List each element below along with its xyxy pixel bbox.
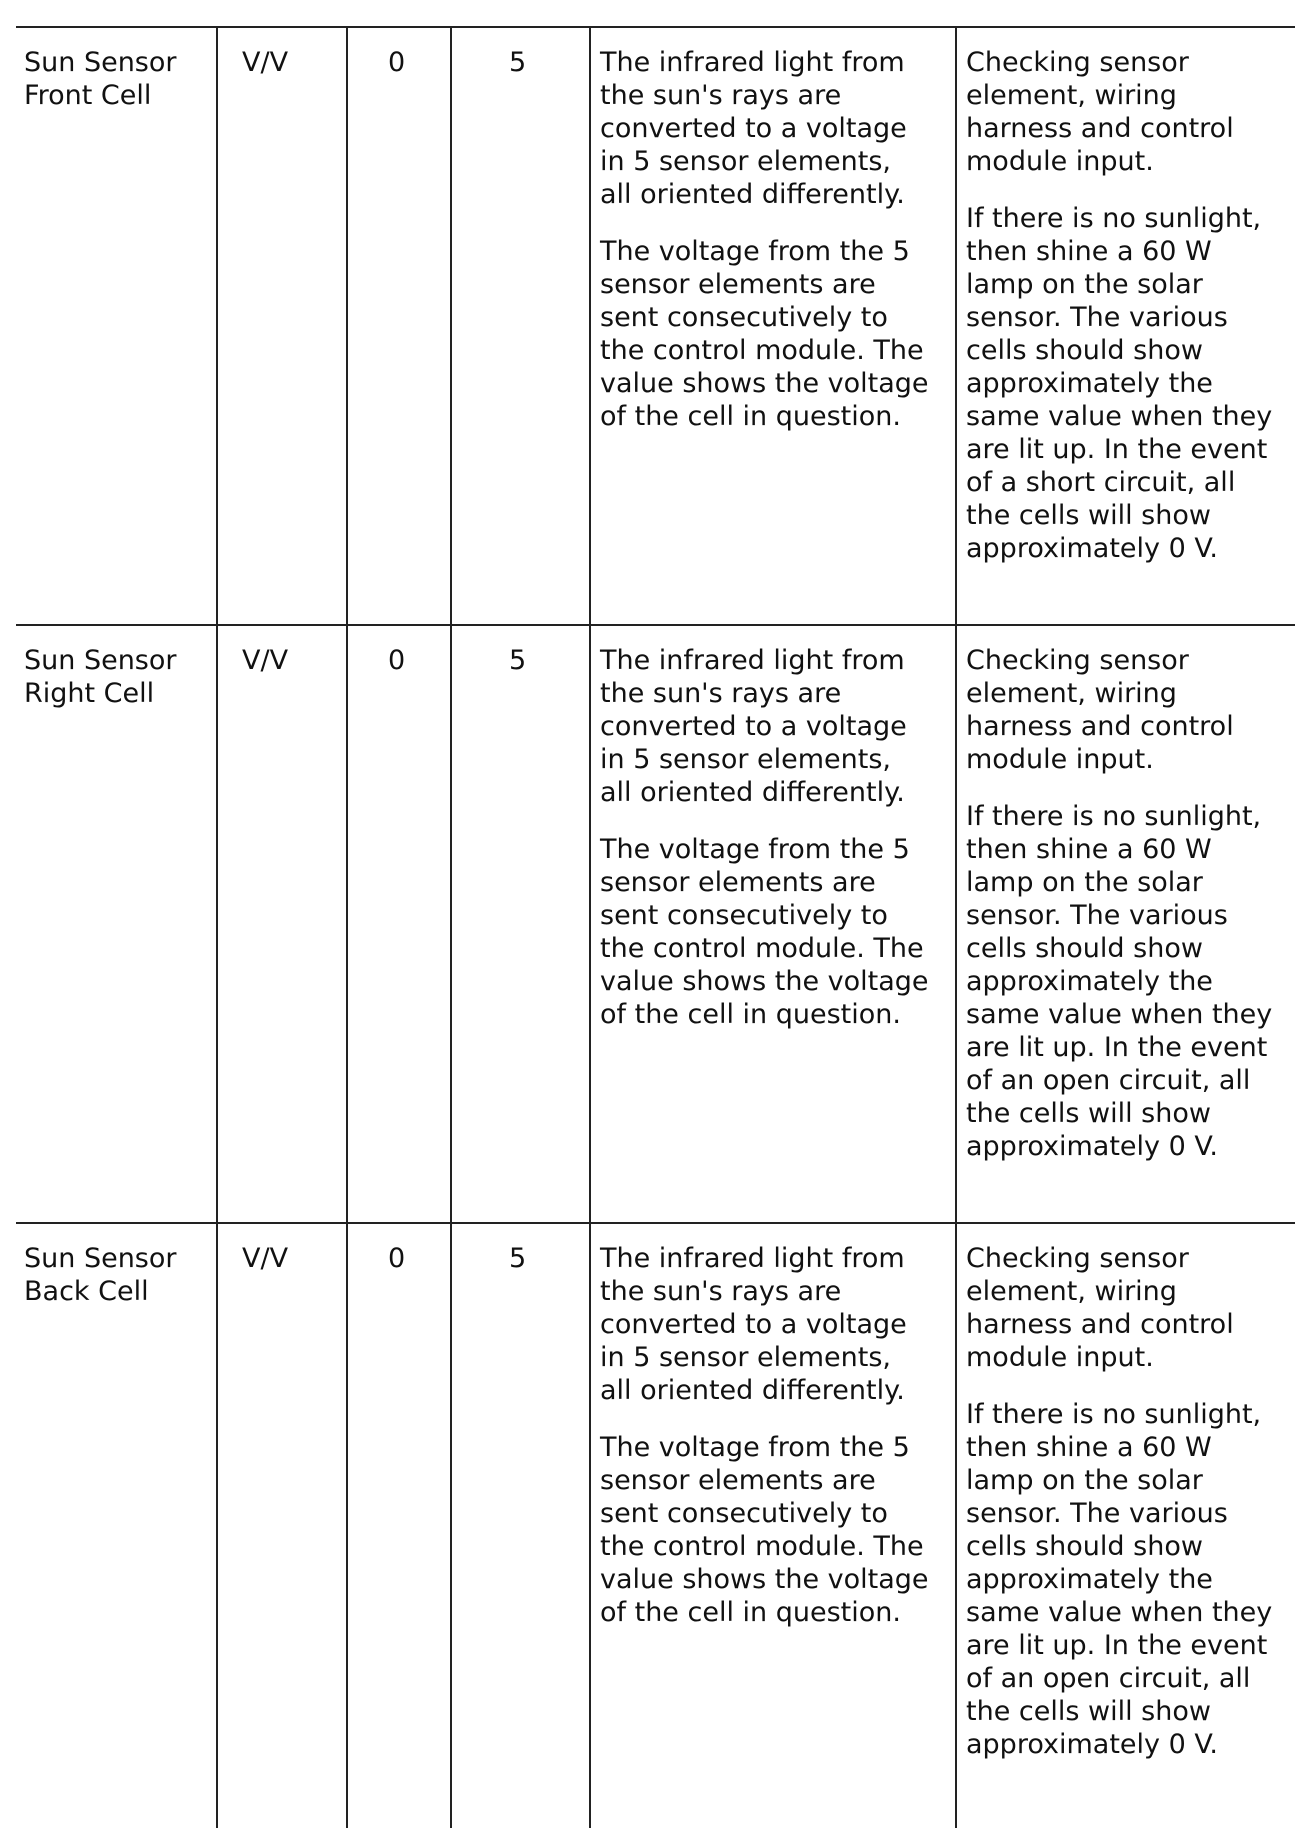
description-paragraph: The infrared light from the sun's rays are converted to a voltage in 5 sensor elements, all oriented differently. — [600, 1243, 907, 1406]
sensor-data-table — [16, 26, 1295, 1828]
description-paragraph: The voltage from the 5 sensor elements are sent consecutively to the control module. The value shows the voltage of the cell in question. — [600, 834, 929, 1030]
max-value: 5 — [509, 47, 527, 78]
table-row — [16, 28, 1295, 624]
parameter-name: Sun Sensor Back Cell — [24, 1243, 177, 1307]
description-paragraph: The voltage from the 5 sensor elements are sent consecutively to the control module. The value shows the voltage of the cell in question. — [600, 1432, 929, 1628]
parameter-name: Sun Sensor Front Cell — [24, 47, 177, 111]
parameter-name: Sun Sensor Right Cell — [24, 645, 177, 709]
unit-value: V/V — [242, 645, 289, 676]
description-paragraph: The voltage from the 5 sensor elements are sent consecutively to the control module. The value shows the voltage of the cell in question. — [600, 236, 929, 432]
description-cell — [600, 46, 952, 433]
check-paragraph: Checking sensor element, wiring harness and control module input. — [966, 47, 1234, 177]
description-cell — [600, 644, 952, 1031]
table-row — [16, 624, 1295, 1224]
description-cell — [600, 1242, 952, 1629]
table-row — [16, 1222, 1295, 1830]
max-value: 5 — [509, 1243, 527, 1274]
min-value: 0 — [388, 1243, 406, 1274]
check-cell — [966, 46, 1292, 565]
check-paragraph: Checking sensor element, wiring harness and control module input. — [966, 1243, 1234, 1373]
check-paragraph: If there is no sunlight, then shine a 60 W lamp on the solar sensor. The various cells should show approximately the same value when they are lit up. In the event of an open circuit, all the cells will show approximately 0 V. — [966, 1399, 1273, 1760]
description-paragraph: The infrared light from the sun's rays are converted to a voltage in 5 sensor elements, all oriented differently. — [600, 47, 907, 210]
unit-value: V/V — [242, 1243, 289, 1274]
check-cell — [966, 1242, 1292, 1761]
unit-value: V/V — [242, 47, 289, 78]
check-paragraph: If there is no sunlight, then shine a 60 W lamp on the solar sensor. The various cells should show approximately the same value when they are lit up. In the event of a short circuit, all the cells will show approximately 0 V. — [966, 203, 1273, 564]
min-value: 0 — [388, 47, 406, 78]
check-paragraph: If there is no sunlight, then shine a 60 W lamp on the solar sensor. The various cells should show approximately the same value when they are lit up. In the event of an open circuit, all the cells will show approximately 0 V. — [966, 801, 1273, 1162]
check-cell — [966, 644, 1292, 1163]
max-value: 5 — [509, 645, 527, 676]
check-paragraph: Checking sensor element, wiring harness and control module input. — [966, 645, 1234, 775]
min-value: 0 — [388, 645, 406, 676]
description-paragraph: The infrared light from the sun's rays are converted to a voltage in 5 sensor elements, all oriented differently. — [600, 645, 907, 808]
